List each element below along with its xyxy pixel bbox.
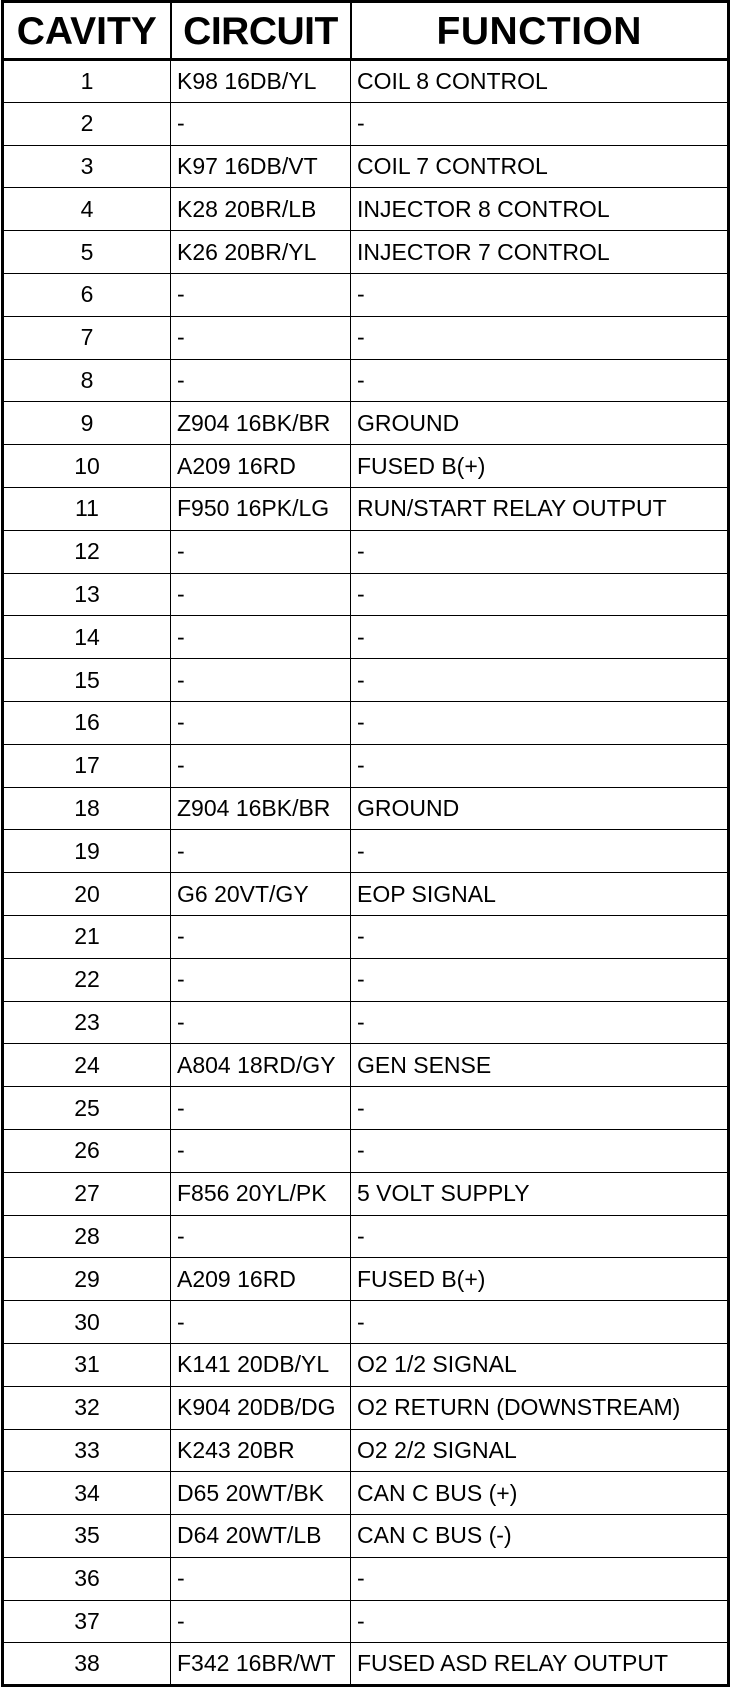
circuit-cell: -	[171, 316, 351, 359]
table-row	[3, 915, 729, 958]
cavity-cell: 8	[3, 359, 171, 402]
function-cell: -	[351, 701, 729, 744]
circuit-cell: K97 16DB/VT	[171, 145, 351, 188]
table-row	[3, 1343, 729, 1386]
function-cell: COIL 8 CONTROL	[351, 60, 729, 103]
cavity-cell: 4	[3, 188, 171, 231]
function-column-header: FUNCTION	[351, 2, 729, 60]
table-row	[3, 616, 729, 659]
circuit-cell: A804 18RD/GY	[171, 1044, 351, 1087]
table-row	[3, 359, 729, 402]
circuit-cell: K904 20DB/DG	[171, 1386, 351, 1429]
table-row	[3, 402, 729, 445]
circuit-cell: K141 20DB/YL	[171, 1343, 351, 1386]
header-row	[3, 2, 729, 60]
function-cell: -	[351, 530, 729, 573]
circuit-cell: -	[171, 744, 351, 787]
table-row	[3, 830, 729, 873]
circuit-cell: K243 20BR	[171, 1429, 351, 1472]
circuit-cell: -	[171, 273, 351, 316]
cavity-cell: 1	[3, 60, 171, 103]
function-cell: -	[351, 102, 729, 145]
table-row	[3, 1557, 729, 1600]
cavity-cell: 24	[3, 1044, 171, 1087]
table-row	[3, 145, 729, 188]
cavity-cell: 9	[3, 402, 171, 445]
function-cell: INJECTOR 7 CONTROL	[351, 231, 729, 274]
table-row	[3, 1515, 729, 1558]
circuit-cell: F342 16BR/WT	[171, 1643, 351, 1686]
cavity-cell: 23	[3, 1001, 171, 1044]
table-row	[3, 787, 729, 830]
table-row	[3, 273, 729, 316]
table-row	[3, 958, 729, 1001]
circuit-cell: -	[171, 1301, 351, 1344]
table-row	[3, 445, 729, 488]
function-cell: -	[351, 659, 729, 702]
table-row	[3, 1472, 729, 1515]
table-row	[3, 1386, 729, 1429]
function-cell: -	[351, 316, 729, 359]
function-cell: -	[351, 1215, 729, 1258]
table-body	[3, 60, 729, 1686]
cavity-cell: 13	[3, 573, 171, 616]
circuit-cell: -	[171, 830, 351, 873]
circuit-cell: -	[171, 573, 351, 616]
function-cell: CAN C BUS (+)	[351, 1472, 729, 1515]
cavity-cell: 29	[3, 1258, 171, 1301]
table-row	[3, 873, 729, 916]
function-cell: -	[351, 1600, 729, 1643]
function-cell: EOP SIGNAL	[351, 873, 729, 916]
function-cell: INJECTOR 8 CONTROL	[351, 188, 729, 231]
cavity-cell: 20	[3, 873, 171, 916]
cavity-cell: 38	[3, 1643, 171, 1686]
circuit-cell: -	[171, 701, 351, 744]
circuit-cell: F856 20YL/PK	[171, 1172, 351, 1215]
table-row	[3, 316, 729, 359]
cavity-cell: 16	[3, 701, 171, 744]
function-cell: O2 2/2 SIGNAL	[351, 1429, 729, 1472]
cavity-cell: 28	[3, 1215, 171, 1258]
function-cell: COIL 7 CONTROL	[351, 145, 729, 188]
cavity-cell: 12	[3, 530, 171, 573]
cavity-cell: 31	[3, 1343, 171, 1386]
table-row	[3, 1643, 729, 1686]
cavity-cell: 33	[3, 1429, 171, 1472]
circuit-cell: K28 20BR/LB	[171, 188, 351, 231]
function-cell: FUSED B(+)	[351, 1258, 729, 1301]
table-header	[3, 2, 729, 60]
table-row	[3, 1044, 729, 1087]
cavity-cell: 25	[3, 1087, 171, 1130]
circuit-cell: Z904 16BK/BR	[171, 402, 351, 445]
table-row	[3, 1172, 729, 1215]
table-row	[3, 1129, 729, 1172]
function-cell: -	[351, 830, 729, 873]
table-row	[3, 102, 729, 145]
cavity-cell: 21	[3, 915, 171, 958]
table-row	[3, 1600, 729, 1643]
circuit-column-header: CIRCUIT	[171, 2, 351, 60]
circuit-cell: -	[171, 102, 351, 145]
function-cell: GROUND	[351, 402, 729, 445]
function-cell: CAN C BUS (-)	[351, 1515, 729, 1558]
table-row	[3, 1001, 729, 1044]
cavity-cell: 3	[3, 145, 171, 188]
cavity-cell: 35	[3, 1515, 171, 1558]
cavity-cell: 2	[3, 102, 171, 145]
cavity-column-header: CAVITY	[3, 2, 171, 60]
table-row	[3, 1429, 729, 1472]
table-row	[3, 573, 729, 616]
table-row	[3, 701, 729, 744]
cavity-cell: 32	[3, 1386, 171, 1429]
cavity-cell: 5	[3, 231, 171, 274]
cavity-cell: 7	[3, 316, 171, 359]
cavity-cell: 17	[3, 744, 171, 787]
cavity-cell: 6	[3, 273, 171, 316]
circuit-cell: F950 16PK/LG	[171, 487, 351, 530]
circuit-cell: -	[171, 1215, 351, 1258]
cavity-cell: 30	[3, 1301, 171, 1344]
circuit-cell: -	[171, 1600, 351, 1643]
cavity-cell: 10	[3, 445, 171, 488]
circuit-cell: -	[171, 530, 351, 573]
circuit-cell: K26 20BR/YL	[171, 231, 351, 274]
function-cell: 5 VOLT SUPPLY	[351, 1172, 729, 1215]
circuit-cell: K98 16DB/YL	[171, 60, 351, 103]
circuit-cell: Z904 16BK/BR	[171, 787, 351, 830]
table-row	[3, 1215, 729, 1258]
circuit-cell: G6 20VT/GY	[171, 873, 351, 916]
function-cell: -	[351, 1301, 729, 1344]
table-row	[3, 231, 729, 274]
function-cell: FUSED ASD RELAY OUTPUT	[351, 1643, 729, 1686]
circuit-cell: -	[171, 616, 351, 659]
connector-pinout-table	[1, 0, 730, 1687]
table-row	[3, 487, 729, 530]
function-cell: GEN SENSE	[351, 1044, 729, 1087]
circuit-cell: -	[171, 1129, 351, 1172]
circuit-cell: -	[171, 1087, 351, 1130]
table-row	[3, 188, 729, 231]
table-row	[3, 1258, 729, 1301]
circuit-cell: A209 16RD	[171, 445, 351, 488]
circuit-cell: -	[171, 958, 351, 1001]
cavity-cell: 36	[3, 1557, 171, 1600]
cavity-cell: 14	[3, 616, 171, 659]
function-cell: -	[351, 915, 729, 958]
table-row	[3, 744, 729, 787]
function-cell: -	[351, 1087, 729, 1130]
function-cell: -	[351, 958, 729, 1001]
function-cell: RUN/START RELAY OUTPUT	[351, 487, 729, 530]
function-cell: -	[351, 573, 729, 616]
circuit-cell: A209 16RD	[171, 1258, 351, 1301]
table-row	[3, 1087, 729, 1130]
cavity-cell: 27	[3, 1172, 171, 1215]
circuit-cell: -	[171, 659, 351, 702]
cavity-cell: 37	[3, 1600, 171, 1643]
cavity-cell: 19	[3, 830, 171, 873]
cavity-cell: 18	[3, 787, 171, 830]
cavity-cell: 34	[3, 1472, 171, 1515]
circuit-cell: -	[171, 1001, 351, 1044]
cavity-cell: 11	[3, 487, 171, 530]
function-cell: -	[351, 616, 729, 659]
function-cell: -	[351, 1557, 729, 1600]
function-cell: GROUND	[351, 787, 729, 830]
table-row	[3, 1301, 729, 1344]
cavity-cell: 15	[3, 659, 171, 702]
table-row	[3, 659, 729, 702]
function-cell: -	[351, 1001, 729, 1044]
table-row	[3, 530, 729, 573]
function-cell: -	[351, 273, 729, 316]
circuit-cell: -	[171, 359, 351, 402]
circuit-cell: D65 20WT/BK	[171, 1472, 351, 1515]
function-cell: -	[351, 1129, 729, 1172]
function-cell: O2 1/2 SIGNAL	[351, 1343, 729, 1386]
table-row	[3, 60, 729, 103]
circuit-cell: -	[171, 915, 351, 958]
circuit-cell: D64 20WT/LB	[171, 1515, 351, 1558]
function-cell: FUSED B(+)	[351, 445, 729, 488]
function-cell: -	[351, 744, 729, 787]
cavity-cell: 26	[3, 1129, 171, 1172]
function-cell: O2 RETURN (DOWNSTREAM)	[351, 1386, 729, 1429]
circuit-cell: -	[171, 1557, 351, 1600]
function-cell: -	[351, 359, 729, 402]
cavity-cell: 22	[3, 958, 171, 1001]
